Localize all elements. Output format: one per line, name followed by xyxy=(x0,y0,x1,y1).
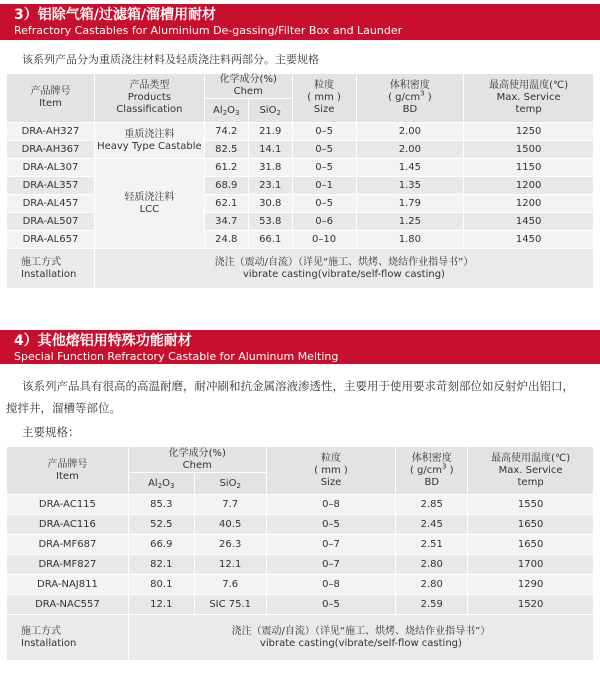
header-al2o3: $Al_2O_3$ xyxy=(128,473,194,495)
installation-label: 施工方式 Installation xyxy=(7,615,129,661)
section4-title-cn: 4）其他熔铝用特殊功能耐材 xyxy=(14,333,192,349)
header-temp: 最高使用温度(℃) Max. Service temp xyxy=(468,447,594,495)
section3-banner xyxy=(0,4,600,40)
section3-intro: 该系列产品分为重质浇注材料及轻质浇注料两部分。主要规格 xyxy=(22,53,319,66)
header-bd: 体积密度 ( $g/cm^3$ ) BD xyxy=(356,74,464,123)
header-classification: 产品类型 Products Classification xyxy=(94,74,204,123)
header-size: 粒度 ( mm ) Size xyxy=(292,74,356,123)
table-row: DRA-AL307 轻质浇注料 LCC 61.2 31.8 0–5 1.45 1150 xyxy=(7,159,594,177)
table-row: DRA-AL507 34.7 53.8 0–6 1.25 1450 xyxy=(7,213,594,231)
header-item: 产品牌号 Item xyxy=(7,447,129,495)
table-row: DRA-MF687 66.9 26.3 0–7 2.51 1650 xyxy=(7,535,594,555)
section4-intro-line3: 主要规格： xyxy=(22,425,80,439)
table-row: DRA-AH327 重质浇注料 Heavy Type Castable 74.2 21.9 0–5 2.00 1250 xyxy=(7,123,594,141)
header-size: 粒度 ( mm ) Size xyxy=(266,447,396,495)
section3-title-en: Refractory Castables for Aluminium De-gassing/Filter Box and Launder xyxy=(14,24,403,37)
class-light: 轻质浇注料 LCC xyxy=(94,159,204,249)
section3-title-cn: 3）铝除气箱/过滤箱/溜槽用耐材 xyxy=(14,7,216,23)
header-al2o3: $Al_2O_3$ xyxy=(204,99,248,123)
table-row: DRA-AH367 82.5 14.1 0–5 2.00 1500 xyxy=(7,141,594,159)
section4-table xyxy=(6,446,594,661)
installation-text: 浇注（震动/自流）（详见“施工、烘烤、烧结作业指导书”） vibrate casting(vibrate/self-flow casting) xyxy=(94,249,593,289)
installation-row xyxy=(7,249,594,289)
header-item: 产品牌号 Item xyxy=(7,74,95,123)
installation-text: 浇注（震动/自流）（详见“施工、烘烤、烧结作业指导书”） vibrate casting(vibrate/self-flow casting) xyxy=(128,615,593,661)
header-chem: 化学成分(%) Chem xyxy=(128,447,266,473)
header-sio2: SiO$_2$ xyxy=(194,473,266,495)
table-row: DRA-AC115 85.3 7.7 0–8 2.85 1550 xyxy=(7,495,594,515)
table-row: DRA-MF827 82.1 12.1 0–7 2.80 1700 xyxy=(7,555,594,575)
table-row: DRA-AL357 68.9 23.1 0–1 1.35 1200 xyxy=(7,177,594,195)
table-row: DRA-NAC557 12.1 SIC 75.1 0–5 2.59 1520 xyxy=(7,595,594,615)
section4-banner xyxy=(0,330,600,364)
table-row: DRA-AL657 24.8 66.1 0–10 1.80 1450 xyxy=(7,231,594,249)
header-sio2: SiO$_2$ xyxy=(248,99,292,123)
section4-title-en: Special Function Refractory Castable for Aluminum Melting xyxy=(14,350,339,363)
section4-intro-line1: 该系列产品具有很高的高温耐磨，耐冲刷和抗金属溶液渗透性，主要用于使用要求苛刻部位如反射炉出铝口， xyxy=(22,379,574,393)
installation-label: 施工方式 Installation xyxy=(7,249,95,289)
header-bd: 体积密度 ( $g/cm^3$ ) BD xyxy=(396,447,468,495)
class-heavy: 重质浇注料 Heavy Type Castable xyxy=(94,123,204,159)
installation-row xyxy=(7,615,594,661)
header-chem: 化学成分(%) Chem xyxy=(204,74,292,99)
table-row: DRA-AC116 52.5 40.5 0–5 2.45 1650 xyxy=(7,515,594,535)
header-temp: 最高使用温度(℃) Max. Service temp xyxy=(464,74,594,123)
table-row: DRA-NAJ811 80.1 7.6 0–8 2.80 1290 xyxy=(7,575,594,595)
section3-table xyxy=(6,73,594,289)
section4-intro-line2: 搅拌井，溜槽等部位。 xyxy=(6,401,121,415)
table-row: DRA-AL457 62.1 30.8 0–5 1.79 1200 xyxy=(7,195,594,213)
